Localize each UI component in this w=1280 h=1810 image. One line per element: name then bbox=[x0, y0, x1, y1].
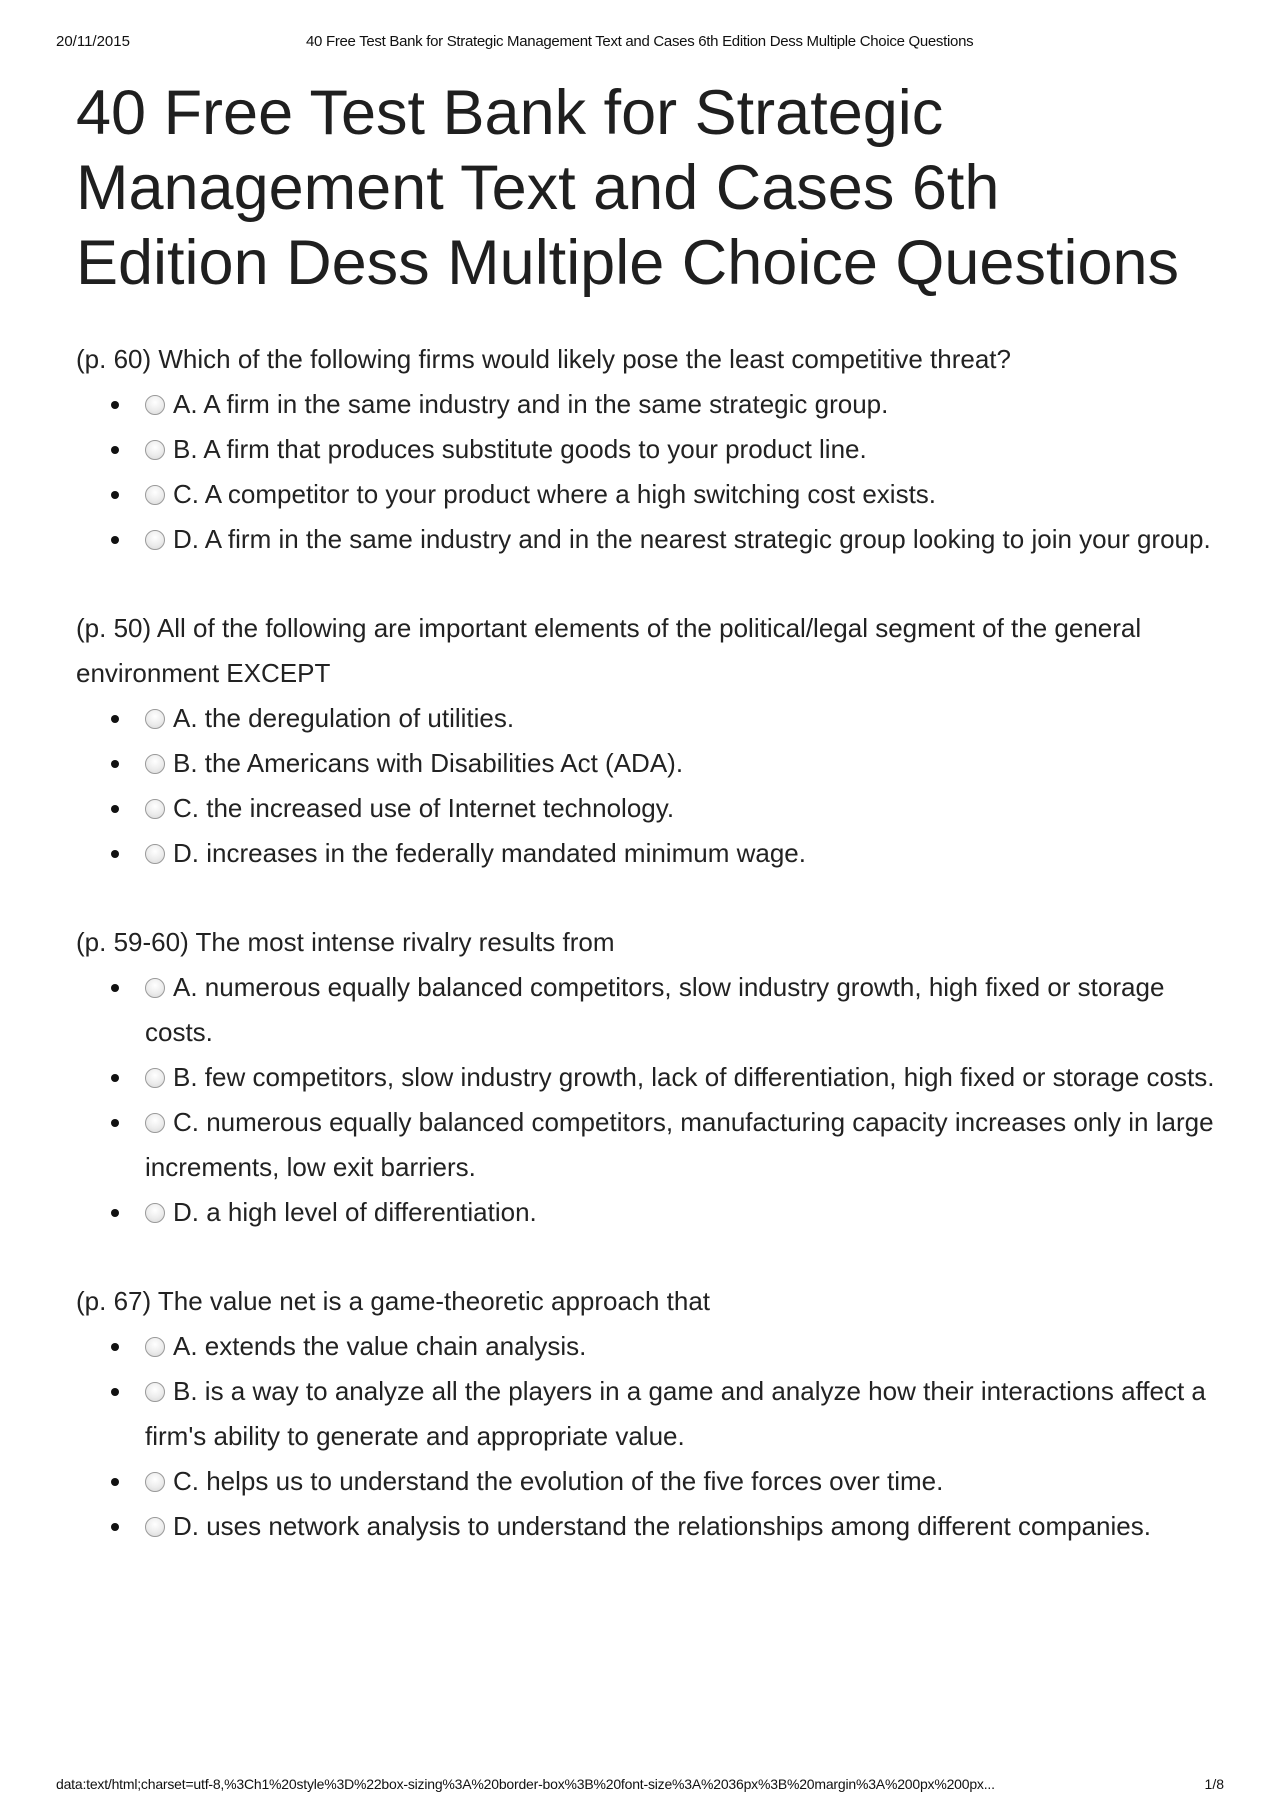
bullet-icon bbox=[111, 1478, 119, 1486]
page-number: 1/8 bbox=[1204, 1776, 1224, 1792]
option-item bbox=[145, 1369, 1216, 1459]
document-content bbox=[76, 76, 1216, 1593]
question-text: (p. 67) The value net is a game-theoretic approach that bbox=[76, 1286, 711, 1316]
bullet-icon bbox=[111, 491, 119, 499]
radio-button[interactable] bbox=[145, 1472, 165, 1492]
option-item bbox=[145, 472, 1216, 517]
bullet-icon bbox=[111, 760, 119, 768]
bullet-icon bbox=[111, 1523, 119, 1531]
option-label: C. numerous equally balanced competitors, manufacturing capacity increases only in large increments, low exit barriers. bbox=[145, 1107, 1214, 1182]
option-item bbox=[145, 1055, 1216, 1100]
option-item bbox=[145, 741, 1216, 786]
option-item bbox=[145, 831, 1216, 876]
option-item bbox=[145, 1504, 1216, 1549]
question-text: (p. 59-60) The most intense rivalry results from bbox=[76, 927, 615, 957]
option-label: A. extends the value chain analysis. bbox=[173, 1331, 587, 1361]
option-label: B. is a way to analyze all the players in a game and analyze how their interactions affect a firm's ability to generate and appropriate value. bbox=[145, 1376, 1206, 1451]
radio-button[interactable] bbox=[145, 978, 165, 998]
question-1 bbox=[76, 337, 1216, 562]
option-item bbox=[145, 696, 1216, 741]
option-label: B. A firm that produces substitute goods to your product line. bbox=[173, 434, 867, 464]
print-header bbox=[56, 33, 1224, 53]
radio-button[interactable] bbox=[145, 440, 165, 460]
radio-button[interactable] bbox=[145, 844, 165, 864]
bullet-icon bbox=[111, 401, 119, 409]
page-title: 40 Free Test Bank for Strategic Management Text and Cases 6th Edition Dess Multiple Choice Questions bbox=[76, 78, 1180, 298]
option-item bbox=[145, 427, 1216, 472]
bullet-icon bbox=[111, 536, 119, 544]
radio-button[interactable] bbox=[145, 709, 165, 729]
option-label: B. few competitors, slow industry growth, lack of differentiation, high fixed or storage costs. bbox=[173, 1062, 1215, 1092]
answer-options bbox=[76, 382, 1216, 562]
bullet-icon bbox=[111, 1343, 119, 1351]
bullet-icon bbox=[111, 984, 119, 992]
bullet-icon bbox=[111, 446, 119, 454]
radio-button[interactable] bbox=[145, 1203, 165, 1223]
option-label: D. a high level of differentiation. bbox=[173, 1197, 537, 1227]
bullet-icon bbox=[111, 1074, 119, 1082]
option-label: C. the increased use of Internet technology. bbox=[173, 793, 675, 823]
radio-button[interactable] bbox=[145, 530, 165, 550]
radio-button[interactable] bbox=[145, 395, 165, 415]
question-3 bbox=[76, 920, 1216, 1235]
print-footer-url: data:text/html;charset=utf-8,%3Ch1%20style%3D%22box-sizing%3A%20border-box%3B%20font-size%3A%2036px%3B%20margin%3A%200px%200px... bbox=[56, 1776, 995, 1792]
option-label: D. A firm in the same industry and in the nearest strategic group looking to join your group. bbox=[173, 524, 1211, 554]
radio-button[interactable] bbox=[145, 485, 165, 505]
option-item bbox=[145, 965, 1216, 1055]
option-item bbox=[145, 1324, 1216, 1369]
option-item bbox=[145, 786, 1216, 831]
option-label: C. helps us to understand the evolution of the five forces over time. bbox=[173, 1466, 944, 1496]
answer-options bbox=[76, 1324, 1216, 1549]
option-item bbox=[145, 382, 1216, 427]
option-label: C. A competitor to your product where a high switching cost exists. bbox=[173, 479, 937, 509]
radio-button[interactable] bbox=[145, 1517, 165, 1537]
option-label: A. the deregulation of utilities. bbox=[173, 703, 515, 733]
answer-options bbox=[76, 965, 1216, 1235]
option-item bbox=[145, 1190, 1216, 1235]
option-label: D. increases in the federally mandated minimum wage. bbox=[173, 838, 806, 868]
print-header-title: 40 Free Test Bank for Strategic Management Text and Cases 6th Edition Dess Multiple Choice Questions bbox=[306, 33, 974, 50]
option-item bbox=[145, 1100, 1216, 1190]
bullet-icon bbox=[111, 1209, 119, 1217]
option-label: A. numerous equally balanced competitors, slow industry growth, high fixed or storage costs. bbox=[145, 972, 1165, 1047]
radio-button[interactable] bbox=[145, 1113, 165, 1133]
answer-options bbox=[76, 696, 1216, 876]
question-4 bbox=[76, 1279, 1216, 1549]
option-label: A. A firm in the same industry and in the same strategic group. bbox=[173, 389, 889, 419]
radio-button[interactable] bbox=[145, 1337, 165, 1357]
bullet-icon bbox=[111, 1388, 119, 1396]
radio-button[interactable] bbox=[145, 754, 165, 774]
question-text: (p. 50) All of the following are important elements of the political/legal segment of the general environment EXCEPT bbox=[76, 613, 1142, 688]
option-label: D. uses network analysis to understand the relationships among different companies. bbox=[173, 1511, 1151, 1541]
radio-button[interactable] bbox=[145, 1382, 165, 1402]
option-label: B. the Americans with Disabilities Act (ADA). bbox=[173, 748, 684, 778]
bullet-icon bbox=[111, 805, 119, 813]
radio-button[interactable] bbox=[145, 1068, 165, 1088]
bullet-icon bbox=[111, 715, 119, 723]
bullet-icon bbox=[111, 850, 119, 858]
question-2 bbox=[76, 606, 1216, 876]
option-item bbox=[145, 517, 1216, 562]
print-date: 20/11/2015 bbox=[56, 33, 130, 50]
radio-button[interactable] bbox=[145, 799, 165, 819]
question-text: (p. 60) Which of the following firms would likely pose the least competitive threat? bbox=[76, 344, 1011, 374]
bullet-icon bbox=[111, 1119, 119, 1127]
option-item bbox=[145, 1459, 1216, 1504]
